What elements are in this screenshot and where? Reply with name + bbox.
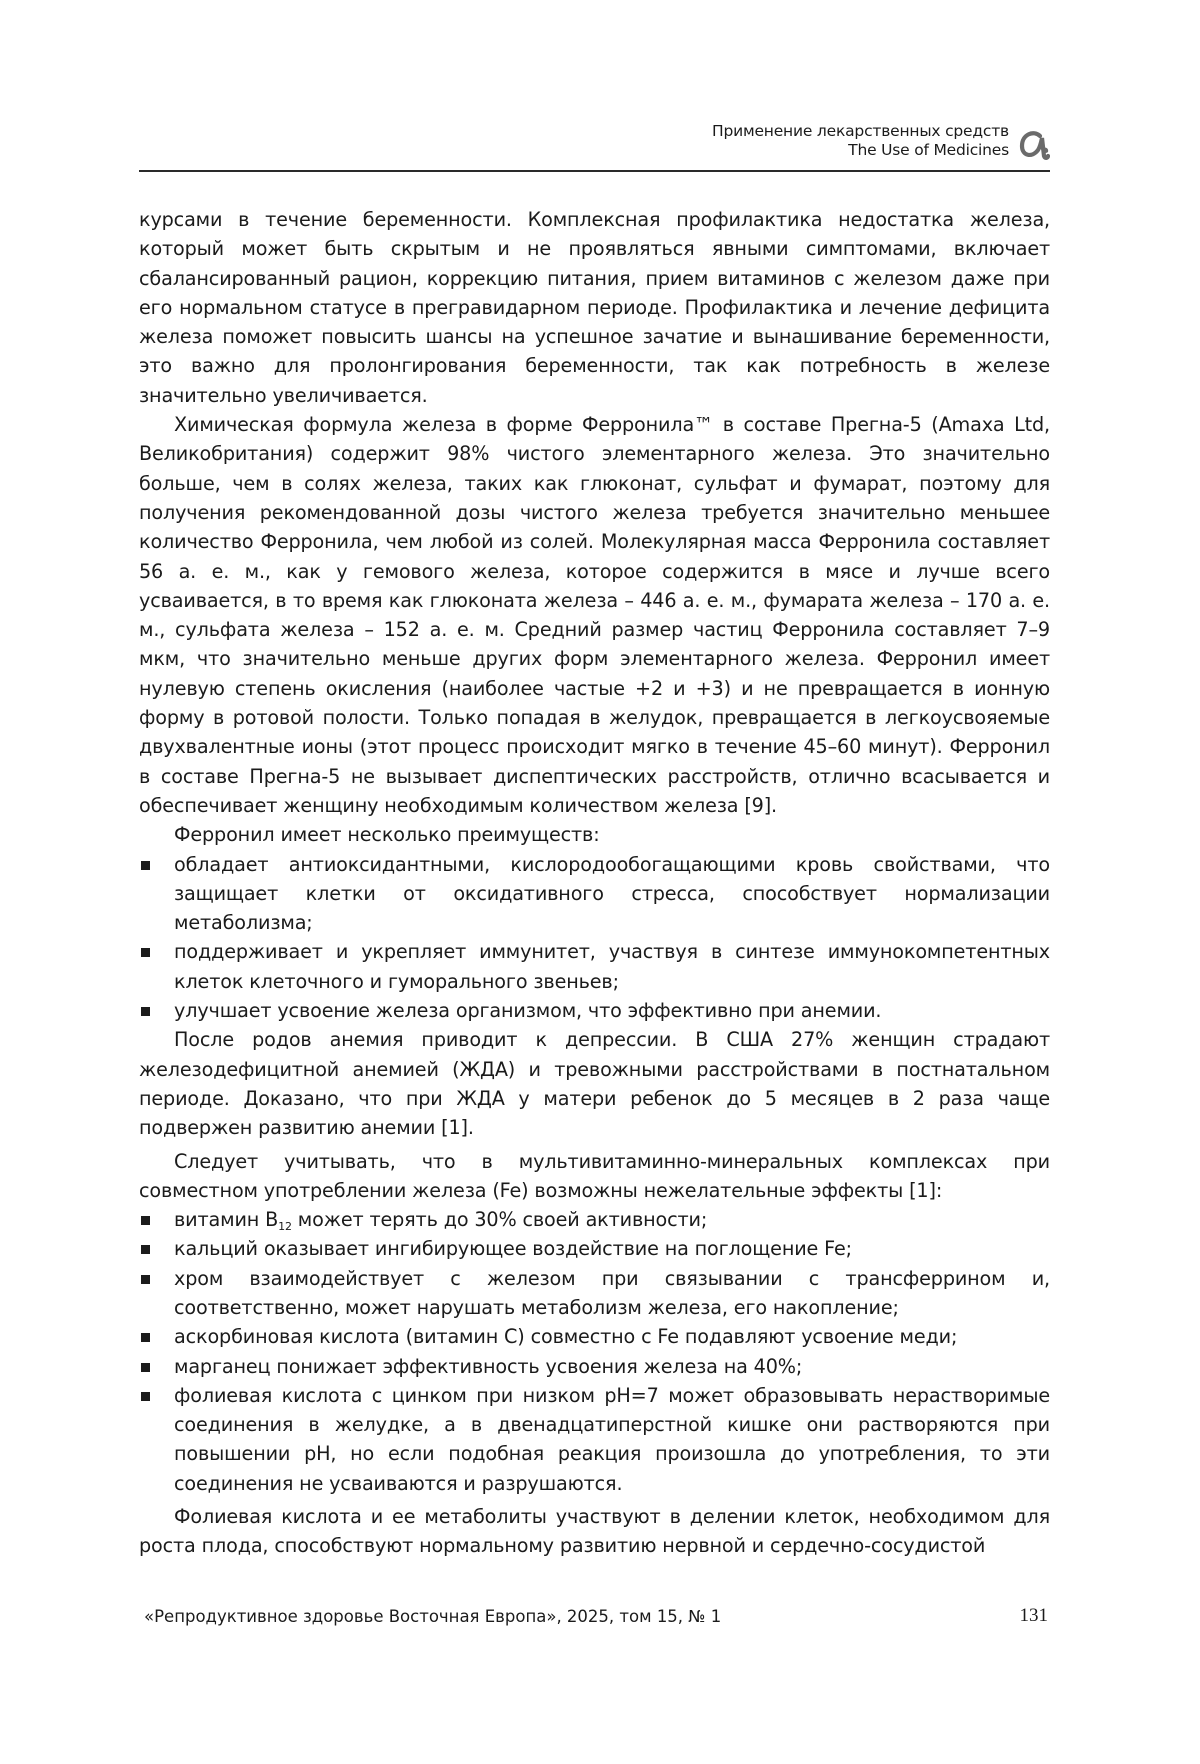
- page-footer: [139, 1605, 1050, 1631]
- list-item: [139, 1264, 1050, 1323]
- page-number: 131: [1019, 1605, 1048, 1626]
- subscript: 12: [278, 1220, 292, 1234]
- header-titles: [712, 122, 1009, 160]
- square-bullet-icon: [141, 861, 150, 870]
- advantages-list: [139, 850, 1050, 1026]
- alpha-leaf-icon: [1018, 126, 1050, 162]
- running-header: [139, 118, 1050, 172]
- square-bullet-icon: [141, 1216, 150, 1225]
- paragraph: Химическая формула железа в форме Ферронила™ в составе Прегна-5 (Amaxa Ltd, Великобритания) содержит 98% чистого элементарного железа. Это значительно больше, чем в солях железа, таких как глюконат, сульфат и фумарат, поэтому для получения рекомендованной дозы чистого железа требуется значительно меньшее количество Ферронила, чем любой из солей. Молекулярная масса Ферронила составляет 56 а. е. м., как у гемового железа, которое содержится в мясе и лучше всего усваивается, в то время как глюконата железа – 446 а. е. м., фумарата железа – 170 а. е. м., сульфата железа – 152 а. е. м. Средний размер частиц Ферронила составляет 7–9 мкм, что значительно меньше других форм элементарного железа. Ферронил имеет нулевую степень окисления (наиболее частые +2 и +3) и не превращается в ионную форму в ротовой полости. Только попадая в желудок, превращается в легкоусвояемые двухвалентные ионы (этот процесс происходит мягко в течение 45–60 минут). Ферронил в составе Прегна-5 не вызывает диспептических расстройств, отлично всасывается и обеспечивает женщину необходимым количеством железа [9].: [139, 413, 1050, 817]
- list-item: [139, 1352, 1050, 1381]
- list-item: [139, 937, 1050, 996]
- list-item: [139, 1322, 1050, 1351]
- paragraph: После родов анемия приводит к депрессии. В США 27% женщин страдают железодефицитной анемией (ЖДА) и тревожными расстройствами в постнатальном периоде. Доказано, что при ЖДА у матери ребенок до 5 месяцев в 2 раза чаще подвержен развитию анемии [1].: [139, 1028, 1050, 1140]
- list-item-text: фолиевая кислота с цинком при низком pH=7 может образовывать нерастворимые соединения в желудке, а в двенадцатиперстной кишке они растворяются при повышении pH, но если подобная реакция произошла до употребления, то эти соединения не усваиваются и разрушаются.: [174, 1383, 1050, 1495]
- list-item: [139, 1381, 1050, 1498]
- list-item-text: обладает антиоксидантными, кислородообогащающими кровь свойствами, что защищает клетки от оксидативного стресса, способствует нормализации метаболизма;: [174, 852, 1050, 935]
- paragraph: курсами в течение беременности. Комплексная профилактика недостатка железа, который может быть скрытым и не проявляться явными симптомами, включает сбалансированный рацион, коррекцию питания, прием витаминов с железом даже при его нормальном статусе в прегравидарном периоде. Профилактика и лечение дефицита железа поможет повысить шансы на успешное зачатие и вынашивание беременности, это важно для пролонгирования беременности, так как потребность в железе значительно увеличивается.: [139, 208, 1050, 407]
- list-item-text: кальций оказывает ингибирующее воздействие на поглощение Fe;: [174, 1237, 852, 1261]
- list-item-text-suffix: может терять до 30% своей активности;: [291, 1208, 708, 1232]
- square-bullet-icon: [141, 1007, 150, 1016]
- side-effects-list: [139, 1205, 1050, 1498]
- list-item-text: марганец понижает эффективность усвоения железа на 40%;: [174, 1354, 803, 1378]
- square-bullet-icon: [141, 948, 150, 957]
- square-bullet-icon: [141, 1245, 150, 1254]
- list-item-text-prefix: витамин B: [174, 1208, 279, 1232]
- paragraph: Следует учитывать, что в мультивитаминно-минеральных комплексах при совместном употреблении железа (Fe) возможны нежелательные эффекты [1]:: [139, 1149, 1050, 1202]
- list-item-text: улучшает усвоение железа организмом, что эффективно при анемии.: [174, 999, 882, 1023]
- article-body: [139, 205, 1050, 1561]
- paragraph: Ферронил имеет несколько преимуществ:: [174, 823, 600, 847]
- square-bullet-icon: [141, 1333, 150, 1342]
- header-title-en: The Use of Medicines: [848, 141, 1009, 159]
- list-item: [139, 996, 1050, 1025]
- header-title-ru: Применение лекарственных средств: [711, 122, 1009, 140]
- paragraph: Фолиевая кислота и ее метаболиты участвуют в делении клеток, необходимом для роста плода, способствуют нормальному развитию нервной и сердечно-сосудистой: [139, 1505, 1050, 1558]
- square-bullet-icon: [141, 1275, 150, 1284]
- journal-citation: «Репродуктивное здоровье Восточная Европа», 2025, том 15, № 1: [144, 1607, 722, 1626]
- square-bullet-icon: [141, 1392, 150, 1401]
- list-item: [139, 1205, 1050, 1234]
- list-item-text: поддерживает и укрепляет иммунитет, участвуя в синтезе иммунокомпетентных клеток клеточного и гуморального звеньев;: [174, 940, 1050, 993]
- list-item-text: хром взаимодействует с железом при связывании с трансферрином и, соответственно, может нарушать метаболизм железа, его накопление;: [174, 1266, 1050, 1319]
- square-bullet-icon: [141, 1363, 150, 1372]
- list-item: [139, 1234, 1050, 1263]
- list-item: [139, 850, 1050, 938]
- list-item-text: аскорбиновая кислота (витамин С) совместно с Fe подавляют усвоение меди;: [174, 1325, 958, 1349]
